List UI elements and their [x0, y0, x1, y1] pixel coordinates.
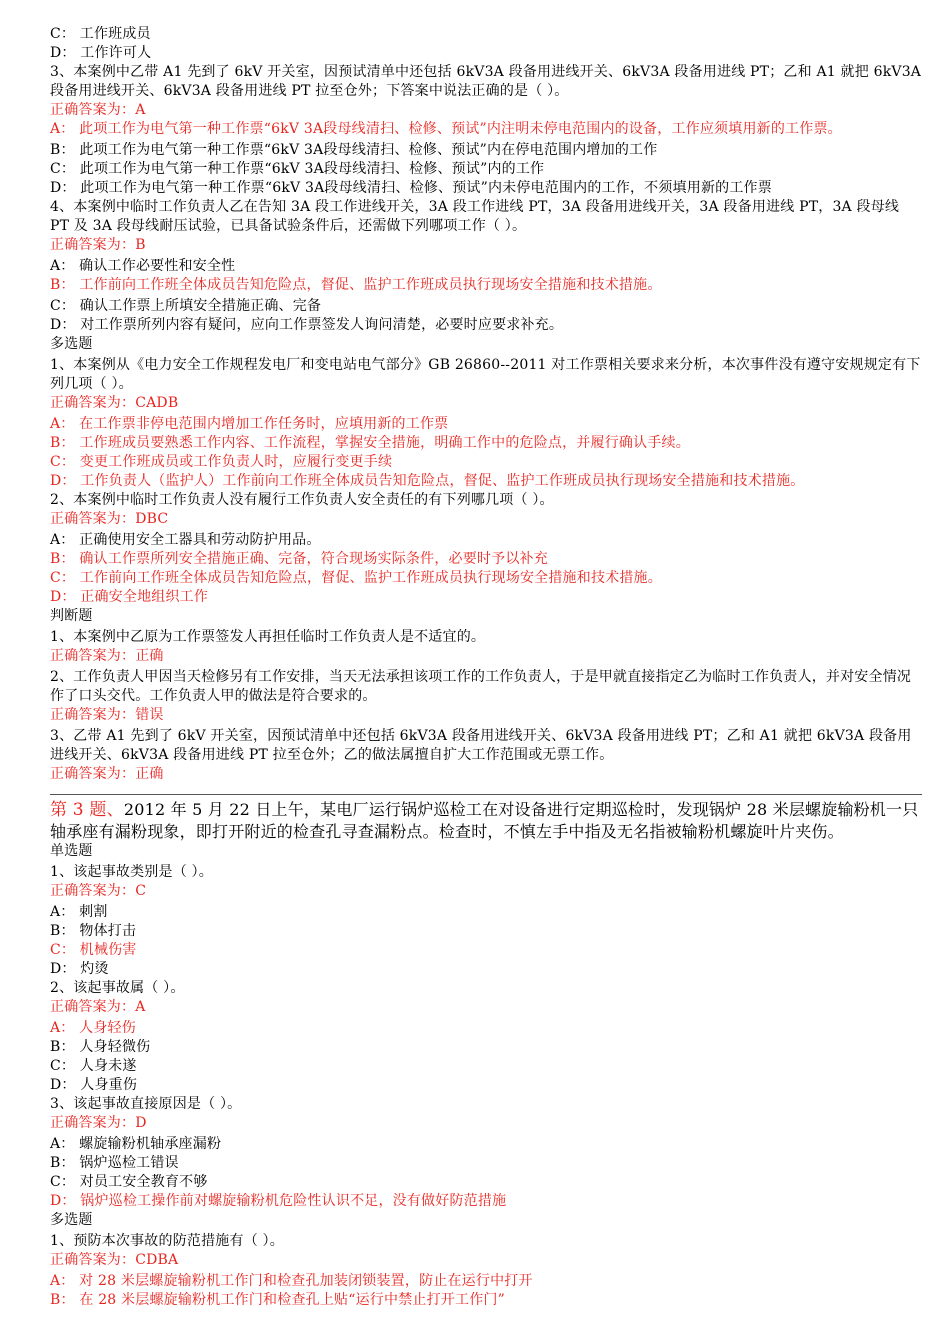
highlighted-line: C： 变更工作班成员或工作负责人时，应履行变更手续	[50, 454, 393, 470]
highlighted-line: C： 工作前向工作班全体成员告知危险点，督促、监护工作班成员执行现场安全措施和技术措施。	[50, 570, 662, 586]
highlighted-line: A： 此项工作为电气第一种工作票“6kV 3A段母线清扫、检修、预试”内注明未停电范围内的设备，工作应须填用新的工作票。	[50, 121, 842, 137]
highlighted-line: 正确答案为：C	[50, 883, 147, 899]
highlighted-line: B： 在 28 米层螺旋输粉机工作门和检查孔上贴“运行中禁止打开工作门”	[50, 1292, 505, 1308]
text-line: 1、本案例中乙原为工作票签发人再担任临时工作负责人是不适宜的。	[50, 629, 486, 645]
highlighted-line: 正确答案为：正确	[50, 648, 164, 664]
text-line: 1、本案例从《电力安全工作规程发电厂和变电站电气部分》GB 26860--2011 对工作票相关要求来分析，本次事件没有遵守安规规定有下列几项（ ）。	[50, 357, 921, 392]
text-line: B： 锅炉巡检工错误	[50, 1155, 179, 1171]
text-line: 2、该起事故属（ ）。	[50, 980, 185, 996]
question-3-items	[50, 842, 922, 1310]
highlighted-line: 正确答案为：错误	[50, 707, 164, 723]
text-line: B： 物体打击	[50, 923, 137, 939]
highlighted-line: 正确答案为：A	[50, 999, 146, 1015]
text-line: 3、本案例中乙带 A1 先到了 6kV 开关室，因预试清单中还包括 6kV3A 段备用进线开关、6kV3A 段备用进线 PT；乙和 A1 就把 6kV3A 段备用进线开关、6kV3A 段备用进线 PT 拉至仓外；下答案中说法正确的是（ ）。	[50, 64, 926, 99]
question-3-header	[50, 799, 922, 842]
text-line: 多选题	[50, 336, 93, 352]
text-line: 3、乙带 A1 先到了 6kV 开关室，因预试清单中还包括 6kV3A 段备用进线开关、6kV3A 段备用进线 PT；乙和 A1 就把 6kV3A 段备用进线开关、6kV3A 段备用进线 PT 拉至仓外；乙的做法属擅自扩大工作范围或无票工作。	[50, 728, 912, 763]
highlighted-line: 正确答案为：A	[50, 102, 146, 118]
text-line: B： 人身轻微伤	[50, 1039, 151, 1055]
text-line: D： 工作许可人	[50, 45, 152, 61]
text-line: 2、本案例中临时工作负责人没有履行工作负责人安全责任的有下列哪几项（ ）。	[50, 492, 554, 508]
highlighted-line: A： 人身轻伤	[50, 1020, 136, 1036]
text-line: D： 人身重伤	[50, 1077, 138, 1093]
text-line: C： 对员工安全教育不够	[50, 1174, 208, 1190]
text-line: 1、预防本次事故的防范措施有（ ）。	[50, 1233, 284, 1249]
highlighted-line: 正确答案为：DBC	[50, 511, 169, 527]
highlighted-line: 正确答案为：CDBA	[50, 1252, 179, 1268]
text-line: 2、工作负责人甲因当天检修另有工作安排，当天无法承担该项工作的工作负责人，于是甲就直接指定乙为临时工作负责人，并对安全情况作了口头交代。工作负责人甲的做法是符合要求的。	[50, 669, 912, 704]
text-line: 1、该起事故类别是（ ）。	[50, 864, 213, 880]
text-line: C： 人身未遂	[50, 1058, 137, 1074]
highlighted-line: 正确答案为：CADB	[50, 395, 179, 411]
text-line: D： 灼烫	[50, 961, 109, 977]
text-line: A： 确认工作必要性和安全性	[50, 258, 236, 274]
text-line: A： 螺旋输粉机轴承座漏粉	[50, 1136, 222, 1152]
highlighted-line: 正确答案为：B	[50, 237, 146, 253]
text-line: A： 刺割	[50, 904, 108, 920]
text-line: C： 此项工作为电气第一种工作票“6kV 3A段母线清扫、检修、预试”内的工作	[50, 161, 545, 177]
section-divider	[50, 794, 922, 795]
question-2-continued	[50, 25, 926, 784]
highlighted-line: D： 锅炉巡检工操作前对螺旋输粉机危险性认识不足，没有做好防范措施	[50, 1193, 507, 1209]
highlighted-line: A： 对 28 米层螺旋输粉机工作门和检查孔加装闭锁装置，防止在运行中打开	[50, 1273, 533, 1289]
highlighted-line: 正确答案为：D	[50, 1115, 147, 1131]
text-line: B： 此项工作为电气第一种工作票“6kV 3A段母线清扫、检修、预试”内在停电范围内增加的工作	[50, 142, 658, 158]
text-line: D： 此项工作为电气第一种工作票“6kV 3A段母线清扫、检修、预试”内未停电范围内的工作，不须填用新的工作票	[50, 180, 772, 196]
document-body	[50, 25, 926, 1310]
text-line: 多选题	[50, 1212, 93, 1228]
text-line: 单选题	[50, 843, 93, 859]
highlighted-line: B： 工作班成员要熟悉工作内容、工作流程，掌握安全措施，明确工作中的危险点，并履行确认手续。	[50, 435, 690, 451]
highlighted-line: B： 工作前向工作班全体成员告知危险点，督促、监护工作班成员执行现场安全措施和技术措施。	[50, 277, 662, 293]
text-line: A： 正确使用安全工器具和劳动防护用品。	[50, 532, 321, 548]
text-line: C： 确认工作票上所填安全措施正确、完备	[50, 298, 322, 314]
highlighted-line: C： 机械伤害	[50, 942, 137, 958]
highlighted-line: B： 确认工作票所列安全措施正确、完备，符合现场实际条件，必要时予以补充	[50, 551, 548, 567]
question-3-text: 2012 年 5 月 22 日上午，某电厂运行锅炉巡检工在对设备进行定期巡检时，发现锅炉 28 米层螺旋输粉机一只轴承座有漏粉现象，即打开附近的检查孔寻查漏粉点。检查时，不慎左手中指及无名指被输粉机螺旋叶片夹伤。	[50, 800, 919, 841]
question-3-number: 第 3 题、	[50, 800, 124, 820]
text-line: 4、本案例中临时工作负责人乙在告知 3A 段工作进线开关，3A 段工作进线 PT，3A 段备用进线开关，3A 段备用进线 PT，3A 段母线 PT 及 3A 段母线耐压试验，已具备试验条件后，还需做下列哪项工作（ ）。	[50, 199, 904, 234]
text-line: D： 对工作票所列内容有疑问，应向工作票签发人询问清楚，必要时应要求补充。	[50, 317, 564, 333]
text-line: C： 工作班成员	[50, 26, 151, 42]
text-line: 3、该起事故直接原因是（ ）。	[50, 1096, 242, 1112]
highlighted-line: A： 在工作票非停电范围内增加工作任务时，应填用新的工作票	[50, 416, 449, 432]
highlighted-line: D： 工作负责人（监护人）工作前向工作班全体成员告知危险点，督促、监护工作班成员执行现场安全措施和技术措施。	[50, 473, 805, 489]
text-line: 判断题	[50, 608, 93, 624]
highlighted-line: 正确答案为：正确	[50, 766, 164, 782]
highlighted-line: D： 正确安全地组织工作	[50, 589, 209, 605]
